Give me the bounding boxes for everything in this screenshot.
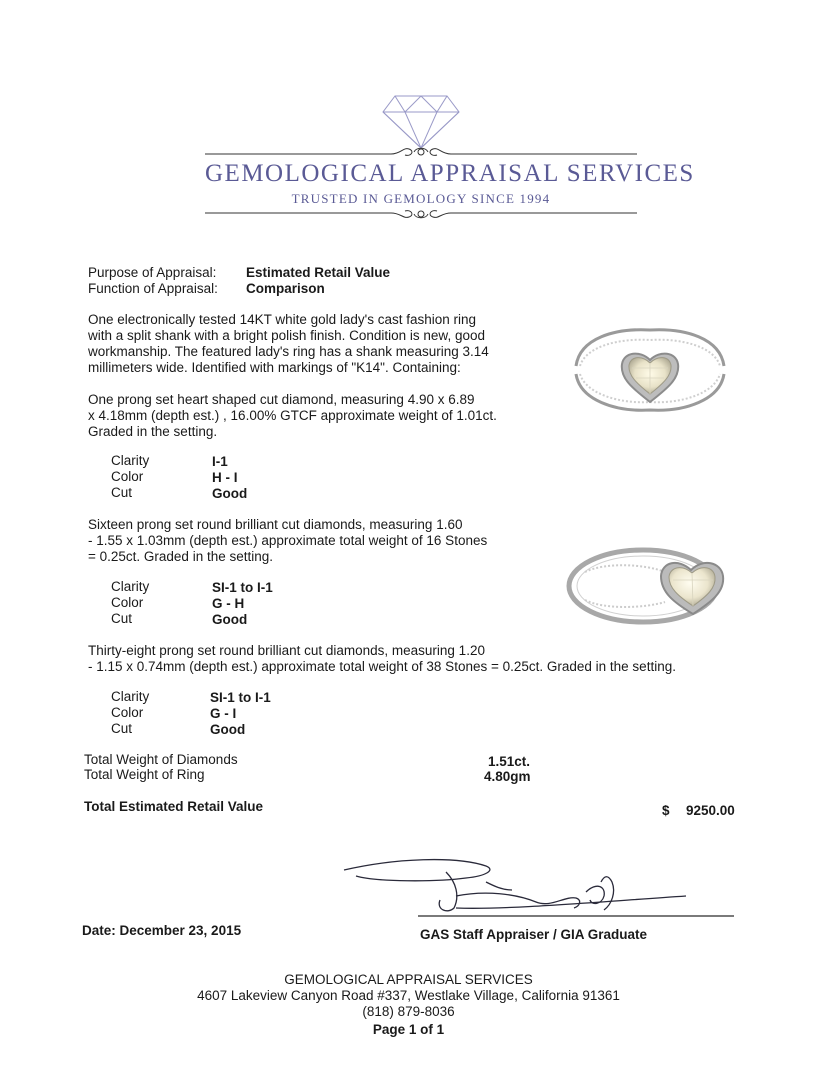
company-logo [205,90,695,230]
color-value: G - H [212,596,245,611]
ring-photo-side-view [565,522,735,632]
description-line: workmanship. The featured lady's ring has a shank measuring 3.14 [88,344,489,359]
function-label: Function of Appraisal: [88,281,218,296]
color-label: Color [111,469,144,484]
cut-label: Cut [111,611,133,626]
stone-line: One prong set heart shaped cut diamond, measuring 4.90 x 6.89 [88,392,475,407]
description-line: millimeters wide. Identified with markings of "K14". Containing: [88,360,461,375]
signer-title: GAS Staff Appraiser / GIA Graduate [420,927,648,942]
footer-phone: (818) 879-8036 [362,1004,455,1019]
total-retail-label: Total Estimated Retail Value [84,799,264,814]
total-diamonds-value: 1.51ct. [488,754,531,769]
function-value: Comparison [246,281,325,296]
description-line: One electronically tested 14KT white gold lady's cast fashion ring [88,312,477,327]
stone-line: = 0.25ct. Graded in the setting. [88,549,273,564]
ring-photo-top-view [570,320,730,420]
clarity-label: Clarity [111,579,150,594]
appraiser-signature [336,852,736,922]
purpose-label: Purpose of Appraisal: [88,265,217,280]
currency-symbol: $ [662,803,670,818]
diamond-icon [381,92,461,150]
purpose-value: Estimated Retail Value [246,265,391,280]
color-label: Color [111,705,144,720]
stone-line: Thirty-eight prong set round brilliant cut diamonds, measuring 1.20 [88,643,485,658]
clarity-label: Clarity [111,453,150,468]
company-name: GEMOLOGICAL APPRAISAL SERVICES [205,160,695,187]
color-value: H - I [212,470,238,485]
color-value: G - I [210,706,237,721]
cut-label: Cut [111,485,133,500]
page-number: Page 1 of 1 [372,1022,445,1037]
stone-line: Sixteen prong set round brilliant cut diamonds, measuring 1.60 [88,517,463,532]
cut-value: Good [212,612,248,627]
cut-value: Good [210,722,246,737]
stone-line: - 1.15 x 0.74mm (depth est.) approximate total weight of 38 Stones = 0.25ct. Graded in the setting. [88,659,676,674]
top-ornament-rule [205,145,637,159]
footer-company: GEMOLOGICAL APPRAISAL SERVICES [284,972,533,987]
bottom-ornament-rule [205,206,637,220]
total-ring-value: 4.80gm [484,769,531,784]
color-label: Color [111,595,144,610]
description-line: with a split shank with a bright polish finish. Condition is new, good [88,328,485,343]
total-ring-label: Total Weight of Ring [84,767,205,782]
total-diamonds-label: Total Weight of Diamonds [84,752,238,767]
company-tagline: TRUSTED IN GEMOLOGY SINCE 1994 [291,191,551,206]
cut-label: Cut [111,721,133,736]
clarity-value: SI-1 to I-1 [210,690,271,705]
clarity-label: Clarity [111,689,150,704]
appraisal-date: Date: December 23, 2015 [82,923,242,938]
footer-address: 4607 Lakeview Canyon Road #337, Westlake Village, California 91361 [197,988,620,1003]
clarity-value: I-1 [212,454,228,469]
stone-line: x 4.18mm (depth est.) , 16.00% GTCF approximate weight of 1.01ct. [88,408,497,423]
stone-line: - 1.55 x 1.03mm (depth est.) approximate total weight of 16 Stones [88,533,488,548]
clarity-value: SI-1 to I-1 [212,580,273,595]
cut-value: Good [212,486,248,501]
total-retail-value: 9250.00 [686,803,735,818]
stone-line: Graded in the setting. [88,424,218,439]
